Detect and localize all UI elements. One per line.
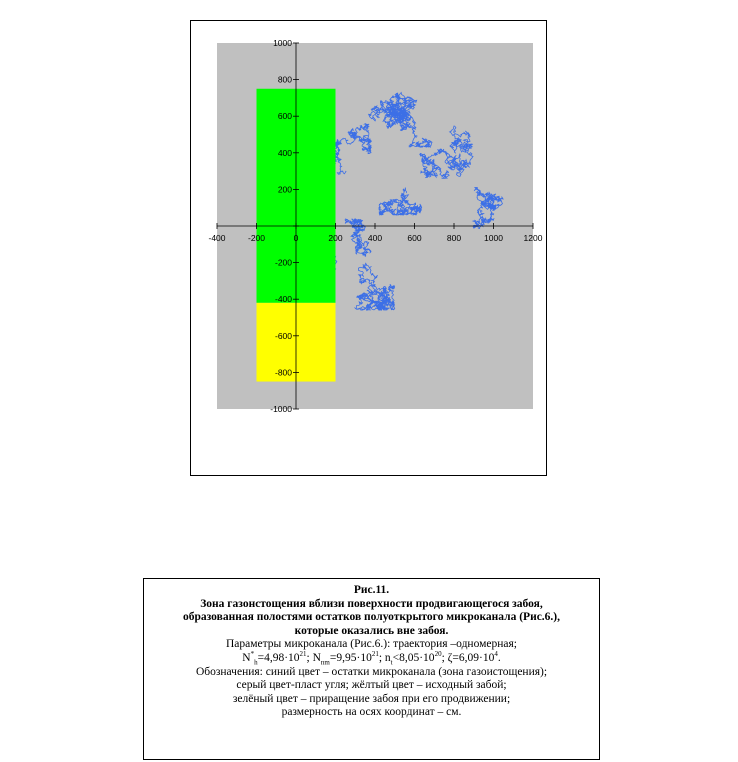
x-tick-label: 600	[407, 233, 422, 243]
caption-legend-line-4: размерность на осях координат – см.	[281, 706, 462, 719]
param-n-exp: 21	[299, 650, 307, 659]
x-tick-label: 0	[293, 233, 299, 243]
figure-label: Рис.11.	[353, 584, 390, 596]
caption-box	[143, 578, 600, 760]
param-nm-sub: nm	[320, 658, 330, 667]
param-n-base: N	[242, 651, 251, 664]
y-tick-label: -1000	[270, 404, 292, 414]
y-tick-label: -600	[274, 330, 292, 341]
caption-title-line-2: образованная полостями остатков полуоткрытого микроканала (Рис.6.),	[182, 611, 561, 624]
x-tick-label: 1200	[523, 233, 543, 243]
param-n-sub: h	[254, 658, 258, 667]
param-nt-exp: 20	[434, 650, 442, 659]
param-nm-value: =9,95·10	[329, 651, 372, 664]
x-tick-label: 800	[446, 233, 462, 243]
caption-legend-line-1: Обозначения: синий цвет – остатки микроканала (зона газоистощения);	[195, 665, 548, 678]
chart-frame	[190, 20, 547, 476]
caption-legend-line-2: серый цвет-пласт угля; жёлтый цвет – исходный забой;	[236, 679, 507, 692]
caption-legend-line-3: зелёный цвет – приращение забоя при его продвижении;	[232, 692, 511, 705]
param-n-sup: *	[250, 650, 255, 659]
y-tick-label: 800	[277, 74, 292, 85]
param-n-value: =4,98·10	[257, 651, 300, 664]
param-nm-exp: 21	[371, 650, 379, 659]
caption-title-line-1: Зона газонстощения вблизи поверхности продвигающегося забоя,	[200, 597, 543, 610]
caption-params-values	[144, 652, 599, 666]
caption-title-line-3: которые оказались вне забоя.	[294, 624, 449, 637]
x-tick-label: 1000	[484, 233, 503, 243]
param-sep-3: ; ζ=6,09·10	[441, 651, 495, 664]
y-tick-label: 1000	[273, 38, 292, 48]
y-tick-label: -800	[274, 367, 292, 378]
y-tick-label: -200	[274, 257, 292, 268]
y-tick-label: 600	[277, 111, 292, 122]
x-tick-label: -200	[247, 233, 266, 243]
x-tick-label: 200	[328, 233, 343, 243]
chart-plot	[191, 21, 548, 477]
caption-params-line: Параметры микроканала (Рис.6.): траектория –одномерная;	[226, 638, 517, 651]
y-tick-label: 400	[277, 147, 292, 158]
param-sep-2: ; n	[378, 651, 391, 664]
param-sep-1: ; N	[306, 651, 321, 664]
x-tick-label: 400	[367, 233, 383, 243]
param-nt-value: <8,05·10	[392, 651, 435, 664]
param-end: .	[497, 651, 501, 664]
param-zeta-exp: 4	[494, 650, 498, 659]
y-tick-label: -400	[274, 294, 292, 305]
y-tick-label: 200	[277, 184, 292, 195]
x-tick-label: -400	[208, 233, 226, 243]
param-nt-sub: t	[390, 658, 393, 667]
